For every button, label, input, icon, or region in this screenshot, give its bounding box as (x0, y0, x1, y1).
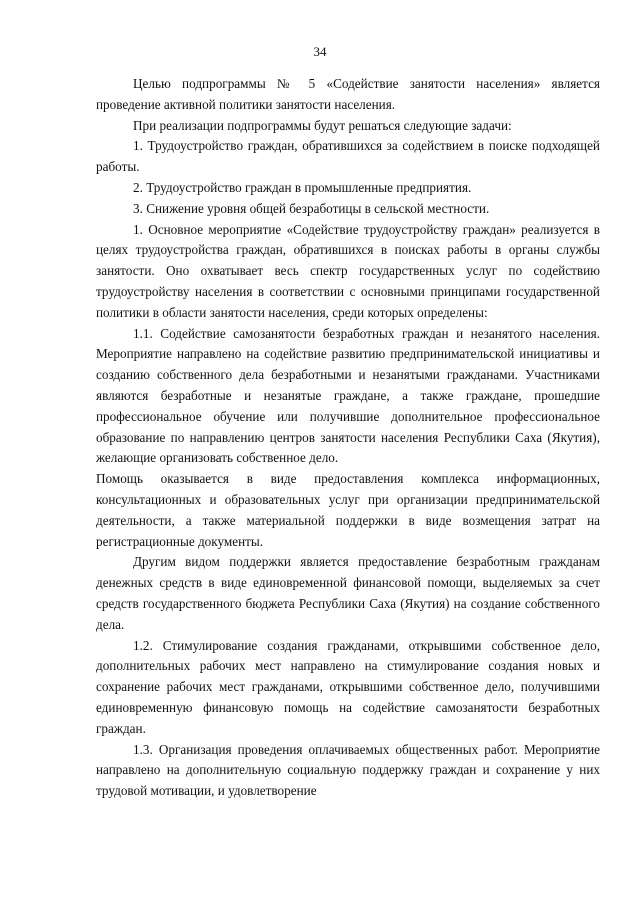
paragraph-task-1: 1. Трудоустройство граждан, обратившихся за содействием в поиске подходящей работы. (96, 138, 600, 175)
paragraph-other-support: Другим видом поддержки является предоставление безработным гражданам денежных средств в виде единовременной финансовой помощи, выделяемых за счет средств государственного бюджета Республики Саха (Якутия) на создание собственного дела. (96, 554, 600, 632)
paragraph-tasks-intro: При реализации подпрограммы будут решаться следующие задачи: (133, 117, 512, 133)
paragraph-task-2: 2. Трудоустройство граждан в промышленные предприятия. (133, 179, 472, 195)
paragraph-section-1-2: 1.2. Стимулирование создания гражданами, открывшими собственное дело, дополнительных рабочих мест направлено на стимулирование создания новых и сохранение рабочих мест гражданами, открывшими собственное дело, получившими единовременную финансовую помощь на содействие самозанятости безработных граждан. (96, 637, 600, 736)
paragraph-task-3: 3. Снижение уровня общей безработицы в сельской местности. (133, 200, 490, 216)
paragraph-section-1-1: 1.1. Содействие самозанятости безработных граждан и незанятого населения. Мероприятие направлено на содействие развитию предпринимательской инициативы и созданию собственного дела безработными и незанятыми гражданами. Участниками являются безработные и незанятые граждане, а также граждане, прошедшие профессиональное обучение или получившие дополнительное профессиональное образование по направлению центров занятости населения Республики Саха (Якутия), желающие организовать собственное дело. (96, 325, 600, 466)
paragraph-program-goal: Целью подпрограммы № 5 «Содействие занятости населения» является проведение активной политики занятости населения. (96, 76, 600, 112)
document-body (96, 74, 600, 802)
page-number: 34 (313, 44, 327, 59)
paragraph-assistance: Помощь оказывается в виде предоставления комплекса информационных, консультационных и образовательных услуг при организации предпринимательской деятельности, а также материальной поддержки в виде возмещения затрат на регистрационные документы. (96, 471, 600, 549)
paragraph-main-activity-1: 1. Основное мероприятие «Содействие трудоустройству граждан» реализуется в целях трудоустройства граждан, обратившихся в поисках работы в органы службы занятости. Оно охватывает весь спектр государственных услуг по содействию трудоустройству населения в соответствии с основными принципами государственной политики в области занятости населения, среди которых определены: (96, 221, 600, 320)
paragraph-section-1-3: 1.3. Организация проведения оплачиваемых общественных работ. Мероприятие направлено на дополнительную социальную поддержку граждан и сохранение у них трудовой мотивации, и удовлетворение (96, 741, 600, 799)
